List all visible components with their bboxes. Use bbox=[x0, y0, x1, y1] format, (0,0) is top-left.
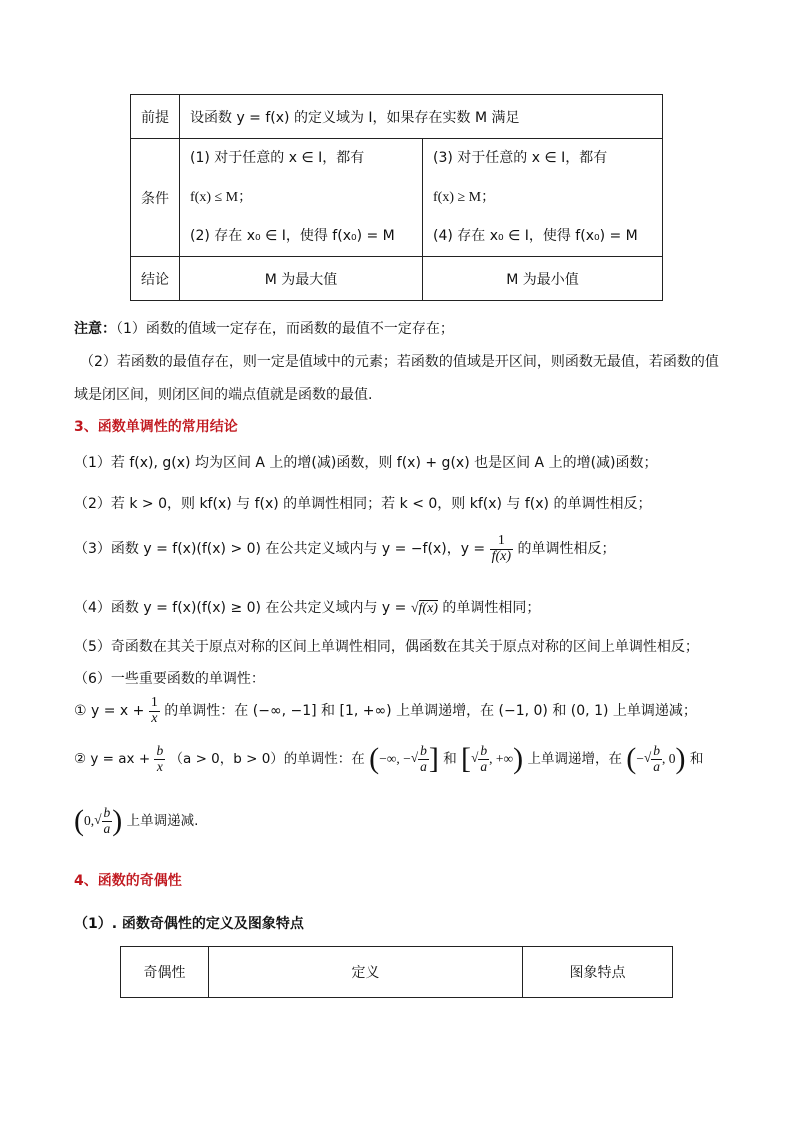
sqrt-numerator: b bbox=[420, 743, 427, 759]
section4-subheading: （1）. 函数奇偶性的定义及图象特点 bbox=[74, 916, 304, 932]
fraction-1-over-fx bbox=[490, 534, 513, 564]
sub1-text: ① y = x + bbox=[74, 703, 145, 720]
note-item-2-line-1: （2）若函数的最值存在，则一定是值域中的元素；若函数的值域是开区间，则函数无最值，若函数的值 bbox=[80, 354, 719, 370]
sqrt-numerator: b bbox=[103, 805, 111, 821]
col-definition: 定义 bbox=[209, 947, 523, 998]
note-line-1 bbox=[74, 318, 454, 338]
s3-item-2: （2）若 k > 0，则 kf(x) 与 f(x) 的单调性相同；若 k < 0，则 kf(x) 与 f(x) 的单调性相反； bbox=[74, 496, 652, 512]
sub2-increasing: 上单调递增，在 bbox=[527, 751, 622, 767]
sqrt-denominator: a bbox=[653, 758, 661, 774]
fraction-numerator: 1 bbox=[497, 533, 505, 548]
sub2-text: ② y = ax + bbox=[74, 751, 151, 767]
conditions-min-cell bbox=[423, 139, 663, 257]
s3-item-4-tail: 的单调性相同； bbox=[442, 600, 541, 616]
sqrt-denominator: a bbox=[480, 758, 488, 774]
cond2-line: (2) 存在 x₀ ∈ I，使得 f(x₀) = M bbox=[190, 228, 395, 244]
col-parity: 奇偶性 bbox=[121, 947, 209, 998]
bracket-open: [ bbox=[460, 742, 471, 775]
condition-label: 条件 bbox=[131, 139, 180, 257]
fraction-denominator: x bbox=[154, 759, 165, 774]
conclusion-label: 结论 bbox=[131, 257, 180, 301]
cond4-line: (4) 存在 x₀ ∈ I，使得 f(x₀) = M bbox=[433, 228, 638, 244]
fraction-1-over-x bbox=[149, 696, 160, 726]
s3-item-6: （6）一些重要函数的单调性： bbox=[74, 671, 265, 687]
interval-2-tail: , +∞ bbox=[489, 751, 514, 766]
parity-table bbox=[120, 946, 673, 998]
s3-item-4 bbox=[74, 597, 540, 617]
s3-item-3-tail: 的单调性相反； bbox=[517, 541, 616, 558]
bracket-close: ] bbox=[428, 742, 439, 775]
interval-4-head: 0, bbox=[84, 813, 95, 828]
note-item-2-line-2: 域是闭区间，则闭区间的端点值就是函数的最值. bbox=[74, 387, 373, 403]
cond3-line1: (3) 对于任意的 x ∈ I，都有 bbox=[433, 150, 608, 166]
fraction-numerator: b bbox=[156, 743, 164, 759]
sqrt-b-over-a: √ $\frac{b}{a}$ bbox=[643, 743, 661, 774]
s3-sub-2-cont bbox=[74, 806, 198, 836]
s3-item-1: （1）若 f(x), g(x) 均为区间 A 上的增(减)函数，则 f(x) + g(x) 也是区间 A 上的增(减)函数； bbox=[74, 455, 658, 471]
paren-close: ) bbox=[513, 742, 524, 775]
conclusion-min: M 为最小值 bbox=[423, 257, 663, 301]
col-graph-features: 图象特点 bbox=[523, 947, 673, 998]
premise-text: 设函数 y = f(x) 的定义域为 I，如果存在实数 M 满足 bbox=[180, 95, 663, 139]
fraction-denominator: f(x) bbox=[491, 548, 512, 564]
sub2-and-2: 和 bbox=[689, 751, 704, 767]
s3-sub-2 bbox=[74, 744, 703, 774]
fraction-numerator: 1 bbox=[150, 695, 158, 710]
note-label: 注意： bbox=[74, 321, 116, 337]
sub1-tail: 的单调性：在 (−∞, −1] 和 [1, +∞) 上单调递增，在 (−1, 0) 和 (0, 1) 上单调递减； bbox=[164, 703, 697, 720]
sqrt-denominator: a bbox=[103, 820, 111, 836]
paren-close: ) bbox=[112, 804, 123, 837]
sub2-decreasing: 上单调递减. bbox=[126, 813, 199, 829]
cond1-line2: f(x) ≤ M； bbox=[190, 190, 253, 205]
negative-sign: − bbox=[636, 751, 644, 766]
section4-heading: 4、函数的奇偶性 bbox=[74, 873, 182, 889]
paren-open: ( bbox=[626, 742, 637, 775]
s3-item-3 bbox=[74, 534, 616, 564]
s3-sub-1 bbox=[74, 696, 697, 726]
conclusion-max: M 为最大值 bbox=[180, 257, 423, 301]
interval-3-tail: , 0 bbox=[662, 751, 676, 766]
cond1-line1: (1) 对于任意的 x ∈ I，都有 bbox=[190, 150, 365, 166]
fraction-b-over-x bbox=[154, 744, 165, 773]
paren-open: ( bbox=[369, 742, 380, 775]
paren-close: ) bbox=[675, 742, 686, 775]
conditions-max-cell bbox=[180, 139, 423, 257]
sub2-condition: （a > 0，b > 0）的单调性：在 bbox=[169, 751, 365, 767]
section3-heading: 3、函数单调性的常用结论 bbox=[74, 419, 238, 435]
extremum-table bbox=[130, 94, 663, 301]
sub2-and-1: 和 bbox=[443, 751, 457, 767]
cond3-line2: f(x) ≥ M； bbox=[433, 190, 496, 205]
sqrt-radicand: f(x) bbox=[418, 601, 438, 616]
sqrt-b-over-a: √ $\frac{b}{a}$ bbox=[94, 805, 111, 836]
interval-1-head: −∞, − bbox=[379, 751, 411, 766]
paren-open: ( bbox=[74, 804, 84, 837]
premise-label: 前提 bbox=[131, 95, 180, 139]
note-item-1: （1）函数的值域一定存在，而函数的最值不一定存在； bbox=[116, 321, 454, 337]
sqrt-b-over-a: √ $\frac{b}{a}$ bbox=[470, 743, 488, 774]
s3-item-3-text: （3）函数 y = f(x)(f(x) > 0) 在公共定义域内与 y = −f(x)，y = bbox=[74, 541, 486, 558]
s3-item-4-text: （4）函数 y = f(x)(f(x) ≥ 0) 在公共定义域内与 y = bbox=[74, 600, 407, 616]
sqrt-numerator: b bbox=[653, 743, 661, 759]
sqrt-fx: √f(x) bbox=[410, 601, 438, 616]
sqrt-numerator: b bbox=[480, 743, 488, 759]
s3-item-5: （5）奇函数在其关于原点对称的区间上单调性相同，偶函数在其关于原点对称的区间上单调性相反； bbox=[74, 639, 699, 655]
sqrt-b-over-a: √ $\frac{b}{a}$ bbox=[410, 743, 427, 774]
fraction-denominator: x bbox=[149, 711, 160, 727]
sqrt-denominator: a bbox=[420, 758, 427, 774]
